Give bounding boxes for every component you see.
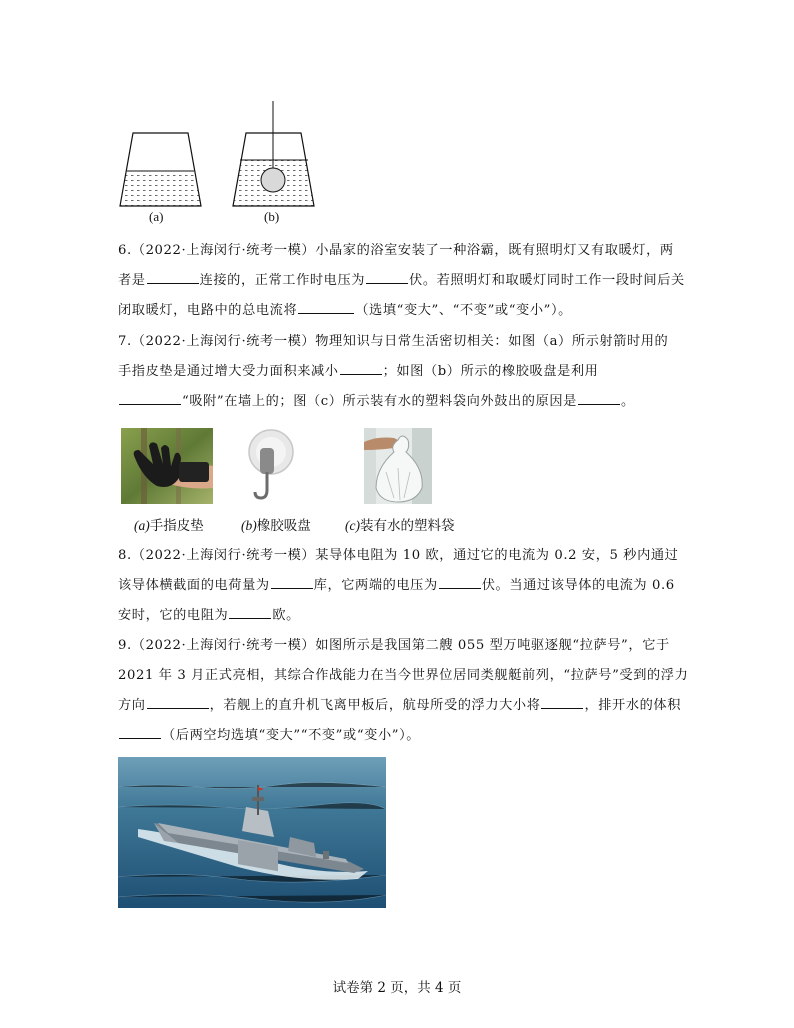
answer-blank[interactable] [298, 300, 354, 314]
beaker-a [118, 133, 208, 207]
beaker-b [231, 101, 321, 207]
answer-blank[interactable] [147, 270, 199, 284]
caption-a: (a) [149, 209, 164, 224]
q9-line-3: 方向 ，若舰上的直升机飞离甲板后，航母所受的浮力大小将 ，排开水的体积 [118, 691, 678, 721]
answer-blank[interactable] [366, 270, 408, 284]
answer-blank[interactable] [340, 361, 382, 375]
question-8 [118, 541, 678, 631]
caption-finger-pad: (a)手指皮垫 [134, 518, 204, 533]
q9-line-1: 9.（2022·上海闵行·统考一模）如图所示是我国第二艘 055 型万吨驱逐舰“拉萨号”，它于 [118, 638, 670, 653]
q8-line-1: 8.（2022·上海闵行·统考一模）某导体电阻为 10 欧，通过它的电流为 0.2 安，5 秒内通过 [118, 548, 679, 563]
suction-cup-photo [241, 428, 299, 504]
answer-blank[interactable] [119, 725, 161, 739]
answer-blank[interactable] [439, 575, 481, 589]
water-bag-photo [364, 428, 432, 504]
q9-line-2: 2021 年 3 月正式亮相，其综合作战能力在当今世界位居同类舰艇前列，“拉萨号”受到的浮力 [118, 668, 689, 683]
destroyer-photo [118, 757, 386, 908]
q6-line-1: 6.（2022·上海闵行·统考一模）小晶家的浴室安装了一种浴霸，既有照明灯又有取暖灯，两 [118, 243, 674, 258]
caption-suction-cup: (b)橡胶吸盘 [241, 518, 311, 533]
answer-blank[interactable] [541, 695, 583, 709]
caption-water-bag: (c)装有水的塑料袋 [345, 518, 455, 533]
q8-line-2: 该导体横截面的电荷量为 库，它两端的电压为 伏。当通过该导体的电流为 0.6 [118, 571, 678, 601]
q8-line-3: 安时，它的电阻为 欧。 [118, 601, 678, 631]
q9-line-4: （后两空均选填“变大”“不变”或“变小”）。 [118, 721, 678, 751]
q7-line-3: “吸附”在墙上的；图（c）所示装有水的塑料袋向外鼓出的原因是 。 [118, 387, 678, 417]
answer-blank[interactable] [578, 391, 620, 405]
question-9 [118, 631, 689, 751]
ball [261, 168, 285, 192]
beaker-figure [118, 98, 328, 228]
answer-blank[interactable] [119, 391, 181, 405]
answer-blank[interactable] [271, 575, 313, 589]
finger-pad-photo [121, 428, 213, 504]
answer-blank[interactable] [147, 695, 209, 709]
q7-photos [118, 428, 478, 538]
question-7 [118, 327, 678, 417]
answer-blank[interactable] [229, 605, 271, 619]
q6-line-2: 者是 连接的，正常工作时电压为 伏。若照明灯和取暖灯同时工作一段时间后关 [118, 266, 678, 296]
q7-line-1: 7.（2022·上海闵行·统考一模）物理知识与日常生活密切相关：如图（a）所示射箭时用的 [118, 334, 669, 349]
caption-b: (b) [264, 209, 280, 224]
question-6 [118, 236, 685, 326]
q7-line-2: 手指皮垫是通过增大受力面积来减小 ；如图（b）所示的橡胶吸盘是利用 [118, 357, 678, 387]
page-footer: 试卷第 2 页，共 4 页 [332, 980, 462, 996]
q6-line-3: 闭取暖灯，电路中的总电流将 （选填“变大”、“不变”或“变小”）。 [118, 296, 678, 326]
